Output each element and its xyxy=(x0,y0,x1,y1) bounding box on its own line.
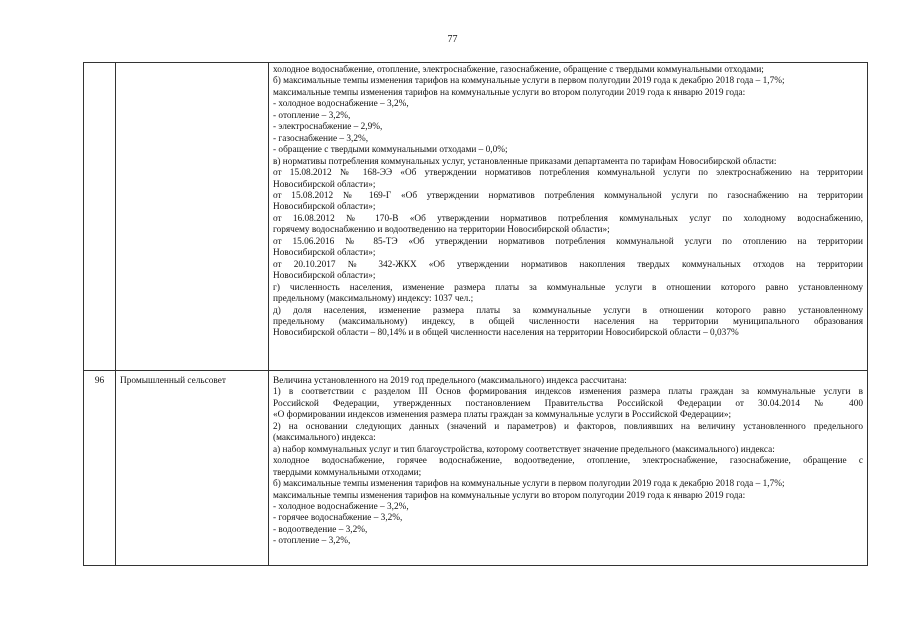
text-line: 1) в соответствии с разделом III Основ формирования индексов изменения размера платы граждан за коммунальные услуги в xyxy=(273,387,863,398)
text-line: б) максимальные темпы изменения тарифов на коммунальные услуги в первом полугодии 2019 года к декабрю 2018 года – 1,7%; xyxy=(273,76,785,87)
text-line: Новосибирской области»; xyxy=(273,271,376,282)
text-line: - водоотведение – 3,2%, xyxy=(273,524,368,535)
text-line: твердыми коммунальными отходами; xyxy=(273,467,422,478)
text-line: д) доля населения, изменение размера платы за коммунальные услуги в отношении которого равно установленному xyxy=(273,305,863,316)
text-line: 2) на основании следующих данных (значений и параметров) и факторов, повлиявших на величину установленного предельного xyxy=(273,421,863,432)
text-line: - газоснабжение – 3,2%, xyxy=(273,133,369,144)
text-line: - холодное водоснабжение – 3,2%, xyxy=(273,99,409,110)
text-line: от 15.08.2012 № 168-ЭЭ «Об утверждении нормативов потребления коммунальной услуги по электроснабжению на территории xyxy=(273,168,863,179)
text-line: максимальные темпы изменения тарифов на коммунальные услуги во втором полугодии 2019 года к январю 2019 года: xyxy=(273,87,746,98)
text-line: от 16.08.2012 № 170-В «Об утверждении нормативов потребления коммунальных услуг по холодному водоснабжению, xyxy=(273,213,863,224)
text-line: холодное водоснабжение, горячее водоснабжение, водоотведение, отопление, электроснабжение, газоснабжение, обращение с xyxy=(273,456,863,467)
text-line: Новосибирской области»; xyxy=(273,202,376,213)
text-line: холодное водоснабжение, отопление, электроснабжение, газоснабжение, обращение с твердыми коммунальными отходами; xyxy=(273,65,764,75)
text-line: от 15.08.2012 № 169-Г «Об утверждении нормативов потребления коммунальной услуги по газоснабжению на территории xyxy=(273,190,863,201)
text-line: максимальные темпы изменения тарифов на коммунальные услуги во втором полугодии 2019 года к январю 2019 года: xyxy=(273,490,746,501)
text-line: предельному (максимальному) индексу, в общей численности населения на территории муниципального образования xyxy=(273,316,863,327)
text-line: в) нормативы потребления коммунальных услуг, установленные приказами департамента по тарифам Новосибирской области: xyxy=(273,156,777,167)
text-line: - электроснабжение – 2,9%, xyxy=(273,122,383,133)
text-line: - горячее водоснабжение – 3,2%, xyxy=(273,513,403,524)
text-line: предельному (максимальному) индексу: 1037 чел.; xyxy=(273,294,474,305)
row-number-cell xyxy=(84,63,116,371)
text-line: от 15.06.2016 № 85-ТЭ «Об утверждении нормативов потребления коммунальной услуги по отоплению на территории xyxy=(273,236,863,247)
text-line: - отопление – 3,2%, xyxy=(273,536,351,547)
text-line: - обращение с твердыми коммунальными отходами – 0,0%; xyxy=(273,145,508,156)
table-row xyxy=(84,371,868,566)
text-line: (максимального) индекса: xyxy=(273,433,376,444)
text-line: Величина установленного на 2019 год предельного (максимального) индекса рассчитана: xyxy=(273,376,627,386)
text-line: Российской Федерации, утвержденных постановлением Правительства Российской Федерации от 30.04.2014 № 400 xyxy=(273,398,863,409)
page-number: 77 xyxy=(447,34,458,45)
municipality-name-cell xyxy=(116,63,269,371)
text-line: горячему водоснабжению и водоотведению на территории Новосибирской области»; xyxy=(273,225,610,236)
text-line: а) набор коммунальных услуг и тип благоустройства, которому соответствует значение предельного (максимального) индекса: xyxy=(273,444,775,455)
text-line: Новосибирской области – 80,14% и в общей численности населения на территории Новосибирской области – 0,037% xyxy=(273,328,739,339)
tariff-table xyxy=(83,62,868,566)
text-line: Новосибирской области»; xyxy=(273,179,376,190)
text-line: Новосибирской области»; xyxy=(273,248,376,259)
municipality-name-cell: Промышленный сельсовет xyxy=(116,371,269,566)
text-line: б) максимальные темпы изменения тарифов на коммунальные услуги в первом полугодии 2019 года к декабрю 2018 года – 1,7%; xyxy=(273,479,785,490)
description-cell xyxy=(269,371,868,566)
table-row xyxy=(84,63,868,371)
text-line: г) численность населения, изменение размера платы за коммунальные услуги в отношении которого равно установленному xyxy=(273,282,863,293)
description-cell xyxy=(269,63,868,371)
text-line: - холодное водоснабжение – 3,2%, xyxy=(273,501,409,512)
text-line: от 20.10.2017 № 342-ЖКХ «Об утверждении нормативов накопления твердых коммунальных отходов на территории xyxy=(273,259,863,270)
text-line: - отопление – 3,2%, xyxy=(273,110,351,121)
text-line: «О формировании индексов изменения размера платы граждан за коммунальные услуги в Российской Федерации»; xyxy=(273,410,732,421)
row-number-cell: 96 xyxy=(84,371,116,566)
